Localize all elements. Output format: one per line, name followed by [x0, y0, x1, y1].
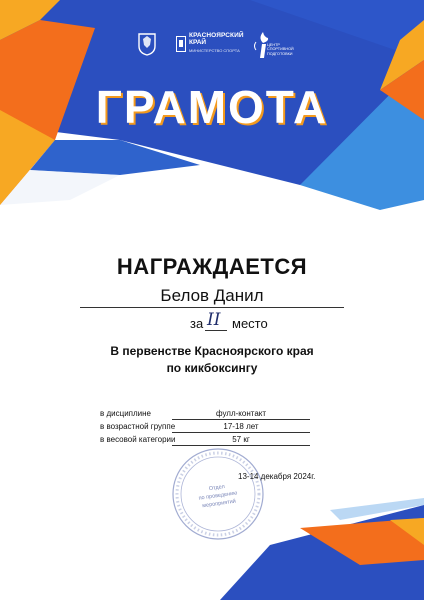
krai-logo-line-3: МИНИСТЕРСТВО СПОРТА — [189, 48, 240, 53]
stamp-line-2: по проведению — [198, 490, 238, 502]
krai-emblem-icon — [176, 36, 186, 52]
csp-line-1: ЦЕНТР — [267, 43, 280, 47]
csp-line-3: ПОДГОТОВКИ — [267, 51, 293, 56]
place-prefix: за — [190, 316, 204, 331]
krai-ministry-logo — [176, 32, 246, 60]
detail-label: в весовой категории — [100, 435, 176, 444]
csp-logo-text — [267, 43, 294, 56]
place-underline — [205, 330, 227, 331]
detail-row-age-group — [100, 420, 310, 433]
official-stamp — [170, 446, 266, 542]
detail-value: 17-18 лет — [172, 422, 310, 433]
detail-label: в возрастной группе — [100, 422, 176, 431]
csp-logo — [250, 30, 294, 60]
certificate-title: ГРАМОТА — [95, 81, 329, 133]
csp-line-2: СПОРТИВНОЙ — [267, 47, 294, 52]
stamp-line-3: мероприятий — [202, 498, 237, 510]
detail-row-discipline — [100, 407, 310, 420]
stamp-line-1: Отдел — [208, 484, 226, 493]
event-date: 13-14 декабря 2024г. — [238, 472, 316, 481]
header-logos — [0, 30, 424, 66]
krai-logo-line-2: КРАЙ — [189, 39, 207, 46]
place-value: II — [207, 310, 221, 330]
detail-label: в дисциплине — [100, 409, 151, 418]
coat-of-arms-icon — [138, 32, 156, 56]
competition-line-2: по кикбоксингу — [166, 361, 258, 375]
details-block — [100, 407, 310, 446]
place-suffix: место — [232, 316, 268, 331]
detail-row-weight-category — [100, 433, 310, 446]
detail-value: 57 кг — [172, 435, 310, 446]
competition-line-1: В первенстве Красноярского края — [110, 344, 314, 358]
detail-value: фулл-контакт — [172, 409, 310, 420]
krai-logo-line-1: КРАСНОЯРСКИЙ — [189, 32, 244, 39]
awarded-heading: НАГРАЖДАЕТСЯ — [116, 254, 308, 279]
recipient-name: Белов Данил — [80, 286, 344, 308]
